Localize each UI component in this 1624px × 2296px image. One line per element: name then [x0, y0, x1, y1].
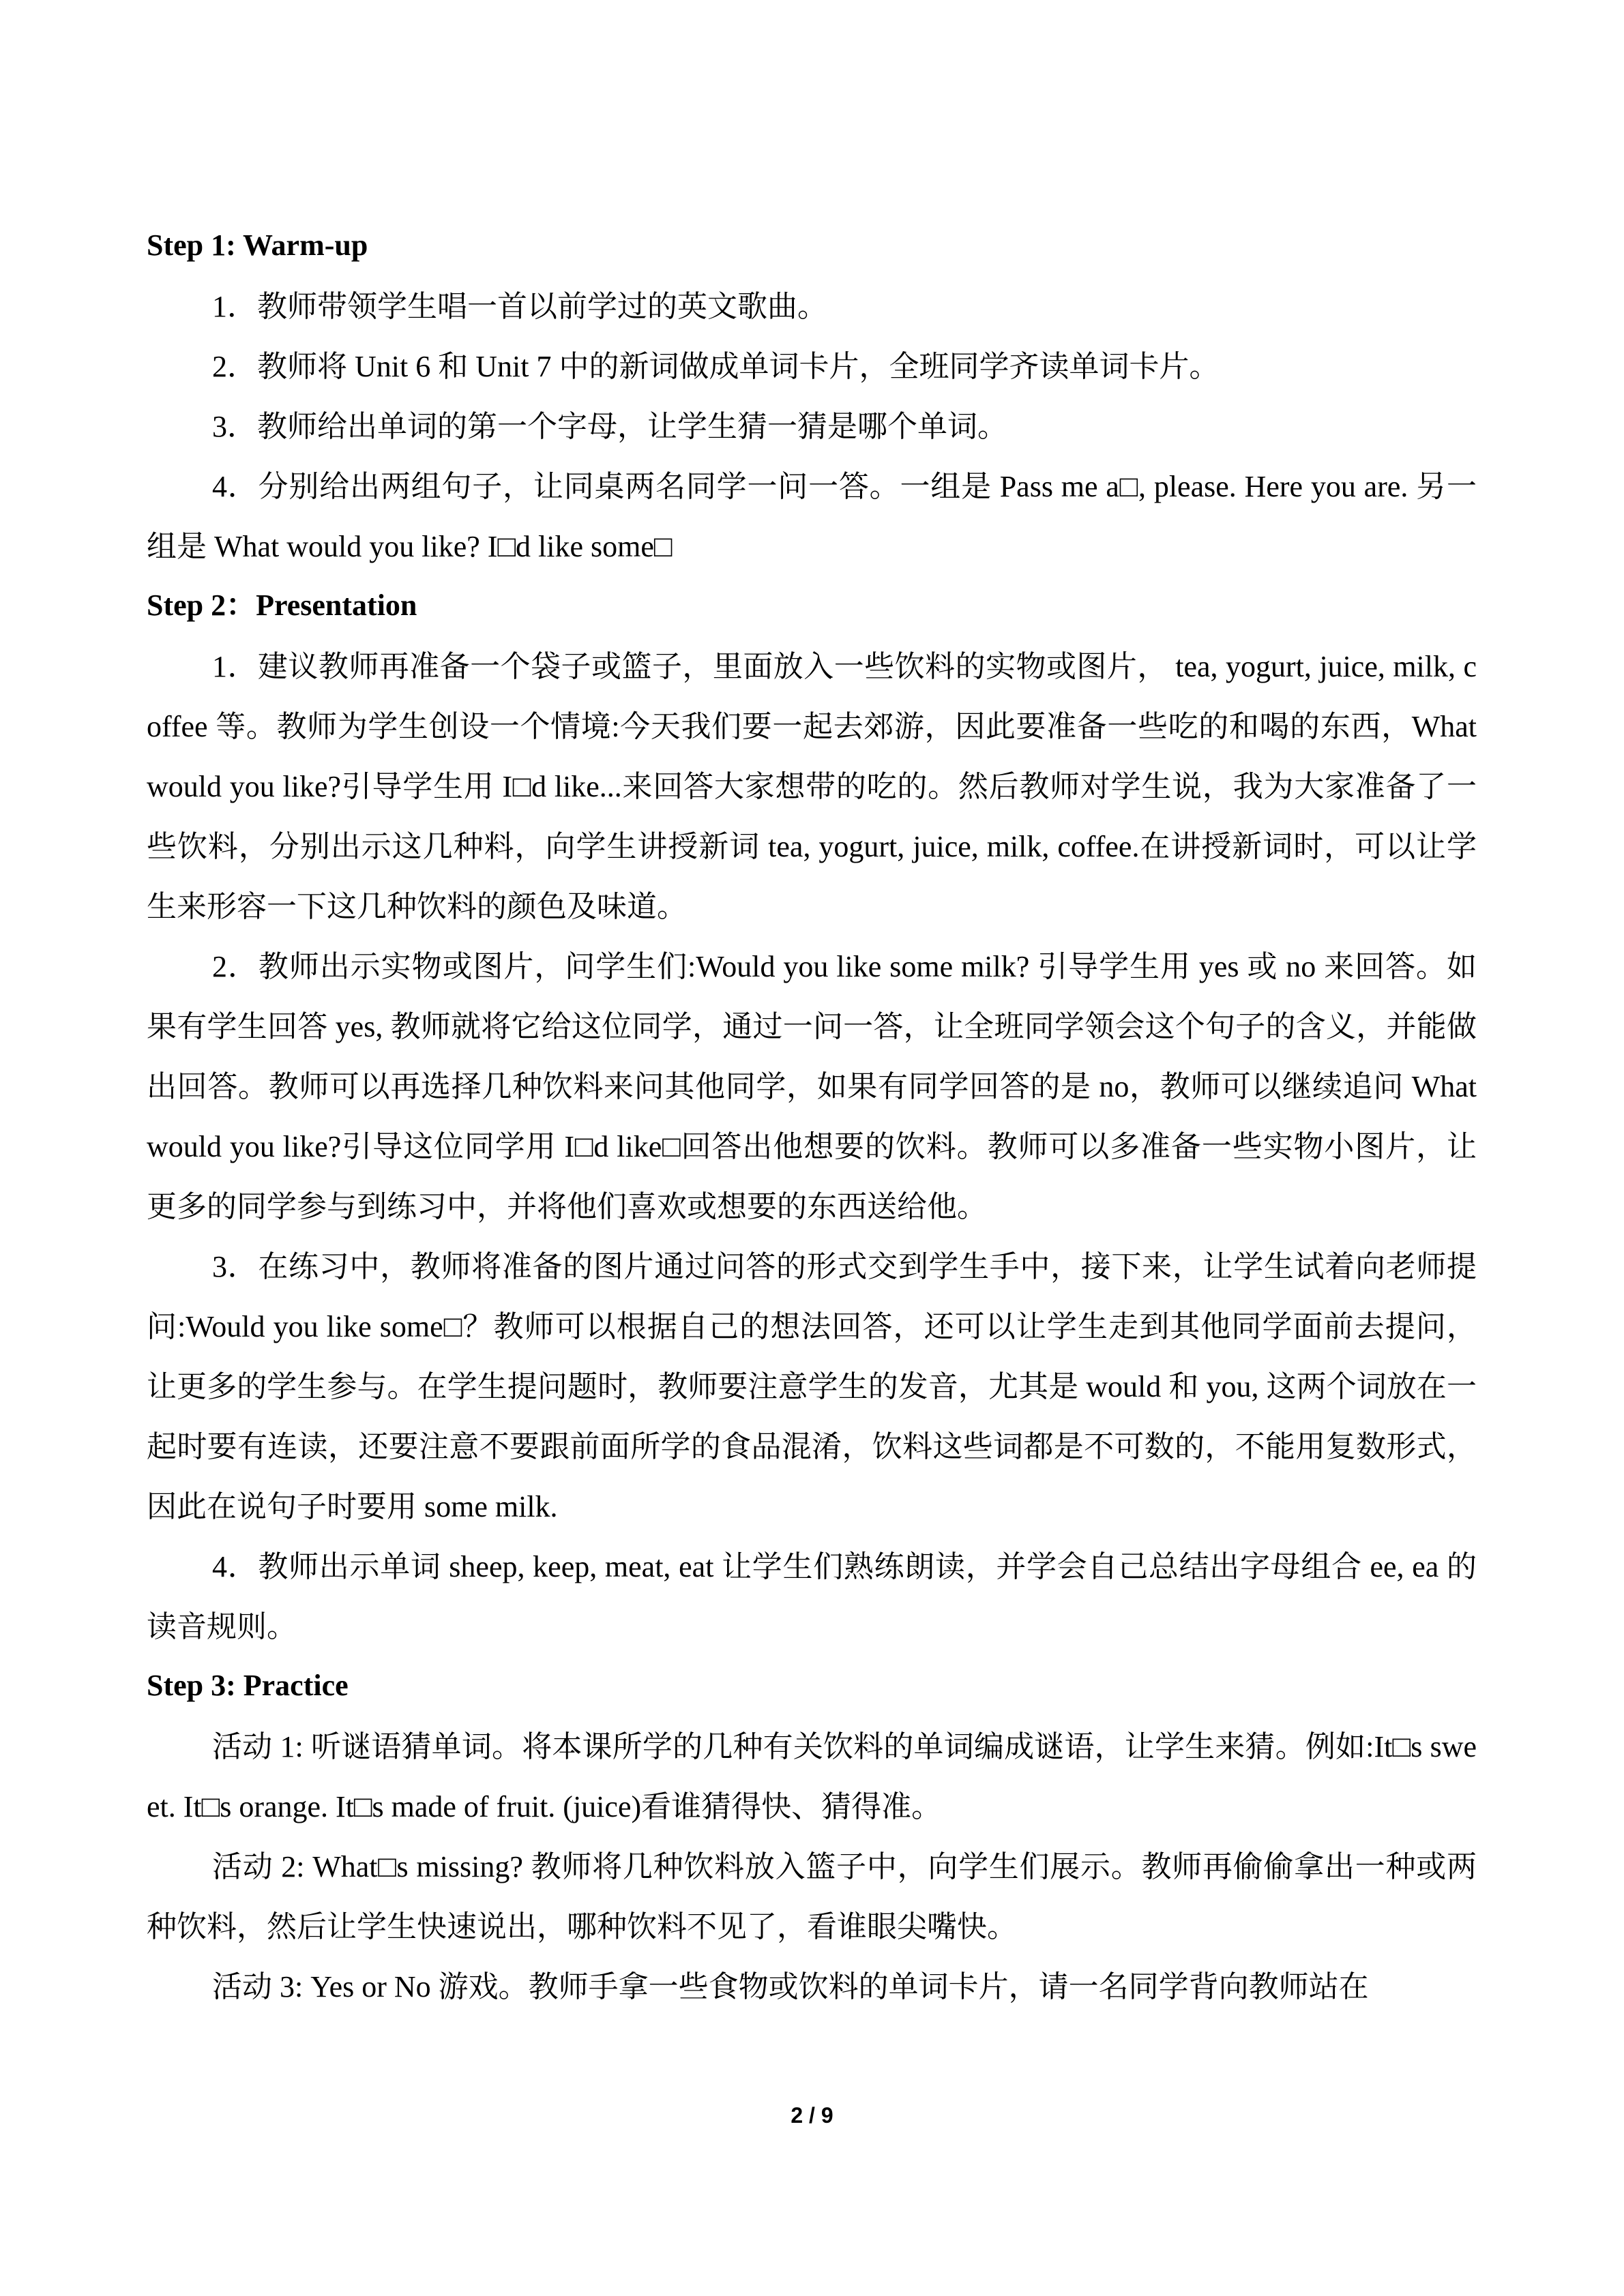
step2-item-2: 2．教师出示实物或图片，问学生们:Would you like some milk? 引导学生用 yes 或 no 来回答。如果有学生回答 yes, 教师就将它给这位同学，通过一问一答，让全班同学领会这个句子的含义，并能做出回答。教师可以再选择几种饮料来问其他同学，如果有同学回答的是 no，教师可以继续追问 What would you like?引导这位同学用 I□d like□回答出他想要的饮料。教师可以多准备一些实物小图片，让更多的同学参与到练习中，并将他们喜欢或想要的东西送给他。	[147, 950, 1477, 1223]
step1-item-1: 1．教师带领学生唱一首以前学过的英文歌曲。	[212, 290, 827, 323]
step3-activity-3: 活动 3: Yes or No 游戏。教师手拿一些食物或饮料的单词卡片，请一名同学背向教师站在	[212, 1970, 1369, 2003]
step2-item-3: 3．在练习中，教师将准备的图片通过问答的形式交到学生手中，接下来，让学生试着向老师提问:Would you like some□？教师可以根据自己的想法回答，还可以让学生走到其他同学面前去提问，让更多的学生参与。在学生提问题时，教师要注意学生的发音，尤其是 would 和 you, 这两个词放在一起时要有连读，还要注意不要跟前面所学的食品混淆，饮料这些词都是不可数的，不能用复数形式，因此在说句子时要用 some milk.	[147, 1250, 1477, 1523]
step2-item-1: 1．建议教师再准备一个袋子或篮子，里面放入一些饮料的实物或图片， tea, yogurt, juice, milk, coffee 等。教师为学生创设一个情境:今天我们要一起去郊游，因此要准备一些吃的和喝的东西，What would you like?引导学生用 I□d like...来回答大家想带的吃的。然后教师对学生说，我为大家准备了一些饮料，分别出示这几种料，向学生讲授新词 tea, yogurt, juice, milk, coffee.在讲授新词时，可以让学生来形容一下这几种饮料的颜色及味道。	[147, 650, 1477, 923]
step3-heading: Step 3: Practice	[147, 1669, 349, 1702]
step1-item-4: 4．分别给出两组句子，让同桌两名同学一问一答。一组是 Pass me a□, please. Here you are. 另一组是 What would you like? I□d like some□	[147, 470, 1477, 563]
document-body	[147, 217, 1477, 2017]
step3-activity-1: 活动 1: 听谜语猜单词。将本课所学的几种有关饮料的单词编成谜语，让学生来猜。例如:It□s sweet. It□s orange. It□s made of fruit. (juice)看谁猜得快、猜得准。	[147, 1730, 1477, 1823]
step2-heading: Step 2：Presentation	[147, 588, 417, 622]
step1-item-2: 2．教师将 Unit 6 和 Unit 7 中的新词做成单词卡片，全班同学齐读单词卡片。	[212, 350, 1220, 383]
page-number: 2 / 9	[791, 2103, 833, 2128]
step3-activity-2: 活动 2: What□s missing? 教师将几种饮料放入篮子中，向学生们展示。教师再偷偷拿出一种或两种饮料，然后让学生快速说出，哪种饮料不见了，看谁眼尖嘴快。	[147, 1850, 1477, 1943]
step2-item-4: 4．教师出示单词 sheep, keep, meat, eat 让学生们熟练朗读，并学会自己总结出字母组合 ee, ea 的读音规则。	[147, 1550, 1477, 1643]
step1-heading: Step 1: Warm-up	[147, 228, 368, 262]
step1-item-3: 3．教师给出单词的第一个字母，让学生猜一猜是哪个单词。	[212, 410, 1007, 443]
